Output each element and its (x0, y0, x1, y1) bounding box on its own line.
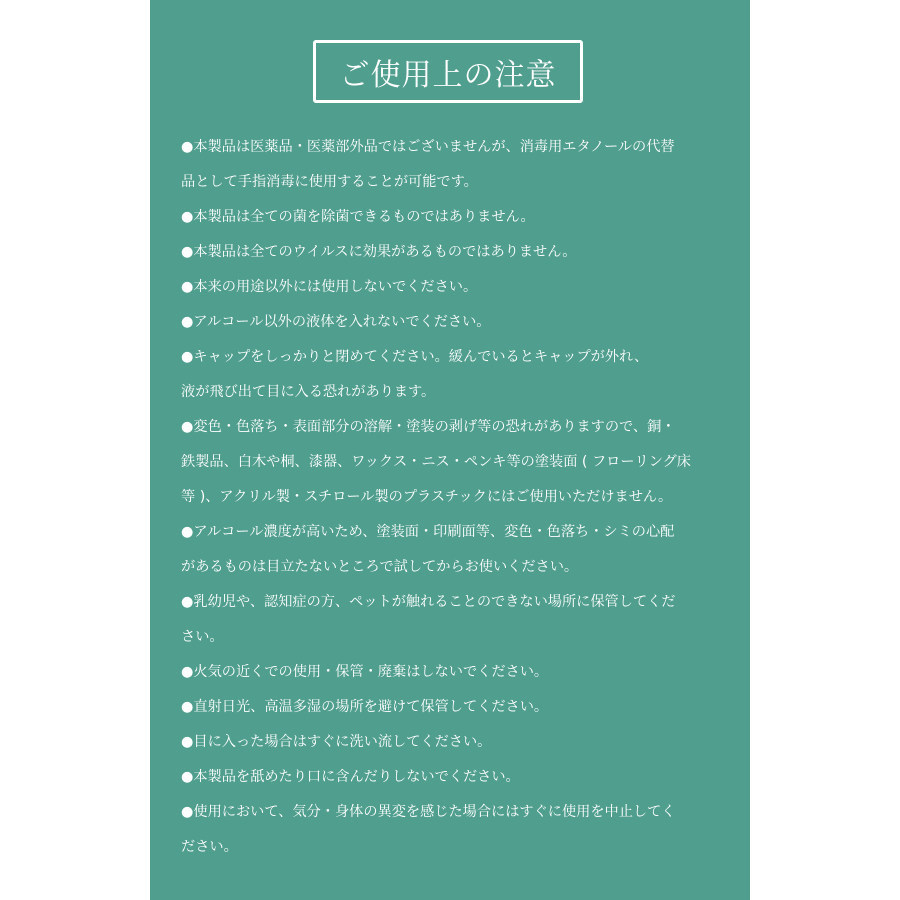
note-line: ●本製品は全ての菌を除菌できるものではありません。 (181, 209, 535, 225)
note-line: ●本製品を舐めたり口に含んだりしないでください。 (181, 769, 520, 785)
note-line: ●使用において、気分・身体の異変を感じた場合にはすぐに使用を中止してく (181, 804, 676, 820)
note-line: 品として手指消毒に使用することが可能です。 (181, 174, 478, 190)
note-line: ●乳幼児や、認知症の方、ペットが触れることのできない場所に保管してくだ (181, 594, 676, 610)
note-line: があるものは目立たないところで試してからお使いください。 (181, 559, 579, 575)
note-line: 鉄製品、白木や桐、漆器、ワックス・ニス・ペンキ等の塗装面 ( フローリング床 (181, 454, 691, 470)
note-line: ●火気の近くでの使用・保管・廃棄はしないでください。 (181, 664, 549, 680)
note-line: ●目に入った場合はすぐに洗い流してください。 (181, 734, 492, 750)
note-line: ●本来の用途以外には使用しないでください。 (181, 279, 478, 295)
page-title: ご使用上の注意 (339, 57, 557, 93)
note-line: ●変色・色落ち・表面部分の溶解・塗装の剥げ等の恐れがありますので、銅・ (181, 419, 676, 435)
note-line: ●アルコール濃度が高いため、塗装面・印刷面等、変色・色落ち・シミの心配 (181, 524, 675, 540)
title-box (313, 40, 583, 103)
note-line: ●アルコール以外の液体を入れないでください。 (181, 314, 491, 330)
note-line: ●キャップをしっかりと閉めてください。緩んでいるとキャップが外れ、 (181, 349, 649, 365)
note-line: さい。 (181, 629, 224, 645)
note-line: ださい。 (181, 839, 238, 855)
note-line: ●本製品は全てのウイルスに効果があるものではありません。 (181, 244, 577, 260)
note-line: 液が飛び出て目に入る恐れがあります。 (181, 384, 436, 400)
caution-notes (181, 130, 741, 865)
note-line: ●本製品は医薬品・医薬部外品ではございませんが、消毒用エタノールの代替 (181, 139, 675, 155)
caution-panel (150, 0, 750, 900)
note-line: 等 )、アクリル製・スチロール製のプラスチックにはご使用いただけません。 (181, 489, 673, 505)
note-line: ●直射日光、高温多湿の場所を避けて保管してください。 (181, 699, 549, 715)
